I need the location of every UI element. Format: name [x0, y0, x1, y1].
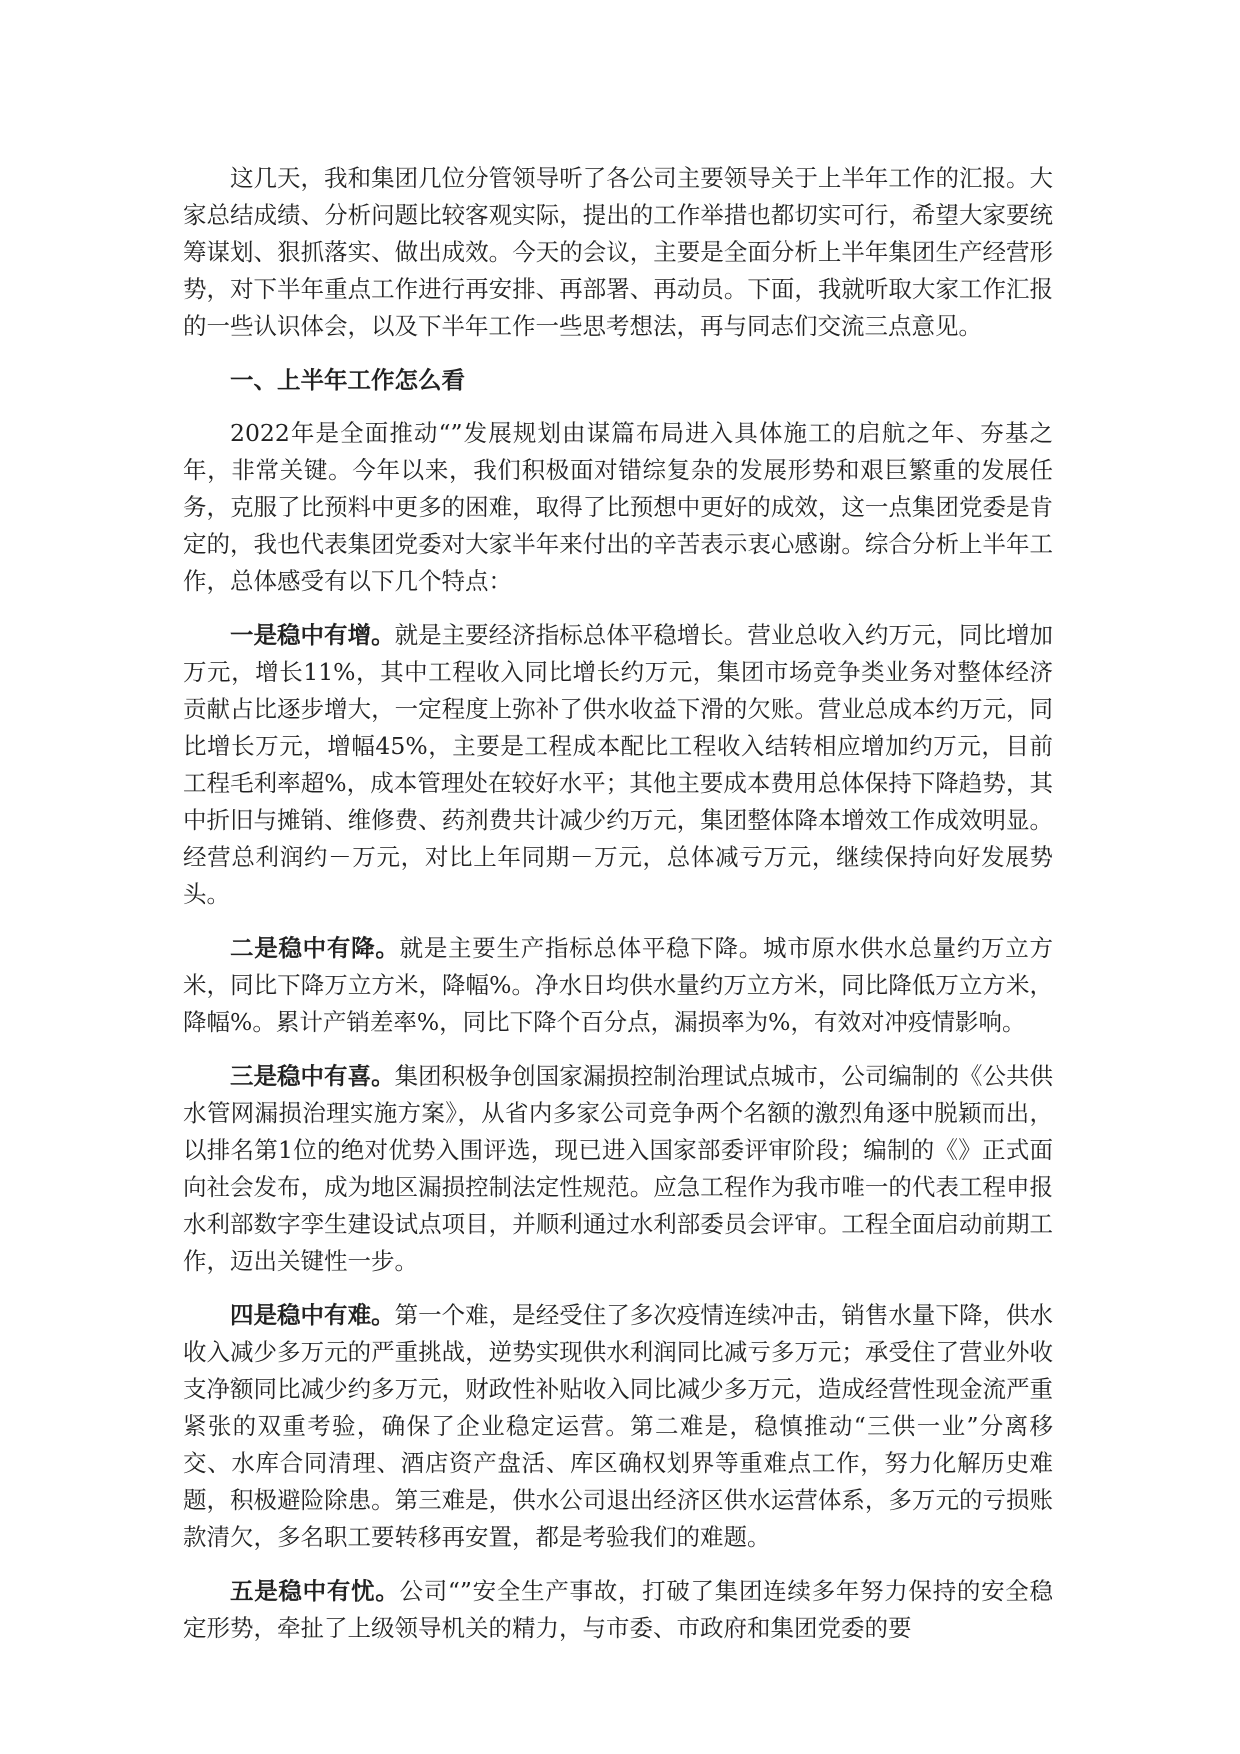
point-lead: 五是稳中有忧。 [230, 1577, 400, 1605]
document-page [183, 160, 1053, 1664]
point-paragraph-4 [183, 1297, 1053, 1556]
point-paragraph-3 [183, 1058, 1053, 1280]
point-paragraph-1 [183, 617, 1053, 913]
point-text: 公司“”安全生产事故，打破了集团连续多年努力保持的安全稳定形势，牵扯了上级领导机关的精力，与市委、市政府和集团党委的要 [183, 1577, 1054, 1642]
point-text: 就是主要生产指标总体平稳下降。城市原水供水总量约万立方米，同比下降万立方米，降幅%。净水日均供水量约万立方米，同比降低万立方米，降幅%。累计产销差率%，同比下降个百分点，漏损率为%，有效对冲疫情影响。 [183, 934, 1054, 1036]
point-paragraph-5 [183, 1573, 1053, 1647]
section-heading: 一、上半年工作怎么看 [230, 366, 465, 394]
point-lead: 四是稳中有难。 [230, 1301, 395, 1329]
point-text: 就是主要经济指标总体平稳增长。营业总收入约万元，同比增加万元，增长11%，其中工程收入同比增长约万元，集团市场竞争类业务对整体经济贡献占比逐步增大，一定程度上弥补了供水收益下滑的欠账。营业总成本约万元，同比增长万元，增幅45%，主要是工程成本配比工程收入结转相应增加约万元，目前工程毛利率超%，成本管理处在较好水平；其他主要成本费用总体保持下降趋势，其中折旧与摊销、维修费、药剂费共计减少约万元，集团整体降本增效工作成效明显。经营总利润约－万元，对比上年同期－万元，总体减亏万元，继续保持向好发展势头。 [183, 621, 1054, 908]
point-lead: 一是稳中有增。 [230, 621, 395, 649]
point-lead: 三是稳中有喜。 [230, 1062, 395, 1090]
point-paragraph-2 [183, 930, 1053, 1041]
point-text: 集团积极争创国家漏损控制治理试点城市，公司编制的《公共供水管网漏损治理实施方案》，从省内多家公司竞争两个名额的激烈角逐中脱颖而出，以排名第1位的绝对优势入围评选，现已进入国家部委评审阶段；编制的《》正式面向社会发布，成为地区漏损控制法定性规范。应急工程作为我市唯一的代表工程申报水利部数字孪生建设试点项目，并顺利通过水利部委员会评审。工程全面启动前期工作，迈出关键性一步。 [183, 1062, 1054, 1275]
point-text: 第一个难，是经受住了多次疫情连续冲击，销售水量下降，供水收入减少多万元的严重挑战，逆势实现供水利润同比减亏多万元；承受住了营业外收支净额同比减少约多万元，财政性补贴收入同比减少多万元，造成经营性现金流严重紧张的双重考验，确保了企业稳定运营。第二难是，稳慎推动“三供一业”分离移交、水库合同清理、酒店资产盘活、库区确权划界等重难点工作，努力化解历史难题，积极避险除患。第三难是，供水公司退出经济区供水运营体系，多万元的亏损账款清欠，多名职工要转移再安置，都是考验我们的难题。 [183, 1301, 1054, 1551]
section-intro-paragraph: 2022年是全面推动“”发展规划由谋篇布局进入具体施工的启航之年、夯基之年，非常关键。今年以来，我们积极面对错综复杂的发展形势和艰巨繁重的发展任务，克服了比预料中更多的困难，取得了比预想中更好的成效，这一点集团党委是肯定的，我也代表集团党委对大家半年来付出的辛苦表示衷心感谢。综合分析上半年工作，总体感受有以下几个特点： [183, 419, 1053, 595]
intro-paragraph: 这几天，我和集团几位分管领导听了各公司主要领导关于上半年工作的汇报。大家总结成绩、分析问题比较客观实际，提出的工作举措也都切实可行，希望大家要统筹谋划、狠抓落实、做出成效。今天的会议，主要是全面分析上半年集团生产经营形势，对下半年重点工作进行再安排、再部署、再动员。下面，我就听取大家工作汇报的一些认识体会，以及下半年工作一些思考想法，再与同志们交流三点意见。 [183, 164, 1053, 340]
point-lead: 二是稳中有降。 [230, 934, 400, 962]
